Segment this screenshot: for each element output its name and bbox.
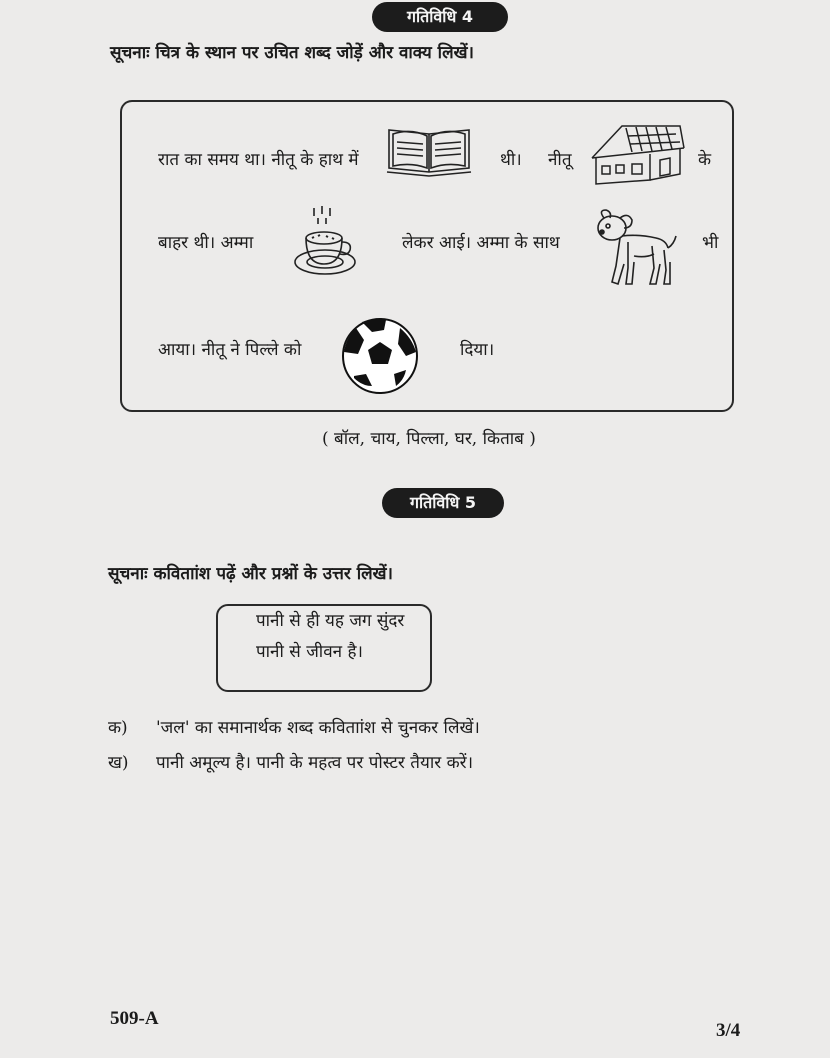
activity-5-badge: गतिविधि 5 [382, 488, 504, 518]
poem-line-2: पानी से जीवन है। [256, 642, 363, 662]
poem-line-1: पानी से ही यह जग सुंदर [256, 611, 405, 631]
sentence-2-part-a: बाहर थी। अम्मा [158, 233, 254, 253]
activity-5-instruction: सूचनाः कविताांश पढ़ें और प्रश्नों के उत्तर लिखें। [108, 564, 393, 584]
sentence-1-part-c: नीतू [548, 150, 572, 170]
question-text: पानी अमूल्य है। पानी के महत्व पर पोस्टर तैयार करें। [156, 753, 474, 773]
question-text: 'जल' का समानार्थक शब्द कविताांश से चुनकर लिखें। [156, 718, 480, 738]
sentence-3-part-b: दिया। [460, 340, 495, 360]
question-label: ख) [108, 753, 129, 773]
sentence-3-part-a: आया। नीतू ने पिल्ले को [158, 340, 302, 360]
puppy-icon [594, 206, 678, 290]
football-icon [340, 316, 420, 396]
sentence-2-part-c: भी [702, 233, 719, 253]
sentence-1-part-d: के [698, 150, 712, 170]
sentence-1-part-b: थी। [500, 150, 522, 170]
sentence-1-part-a: रात का समय था। नीतू के हाथ में [158, 150, 359, 170]
question-label: क) [108, 718, 128, 738]
house-icon [588, 118, 686, 188]
paper-code: 509-A [110, 1008, 159, 1029]
activity-4-badge: गतिविधि 4 [372, 2, 508, 32]
word-options: ( बॉल, चाय, पिल्ला, घर, किताब ) [322, 429, 536, 449]
book-icon [385, 124, 473, 178]
tea-cup-icon [290, 204, 360, 284]
activity-4-instruction: सूचनाः चित्र के स्थान पर उचित शब्द जोड़ें और वाक्य लिखें। [110, 43, 474, 63]
sentence-2-part-b: लेकर आई। अम्मा के साथ [402, 233, 560, 253]
page-number: 3/4 [716, 1020, 741, 1041]
